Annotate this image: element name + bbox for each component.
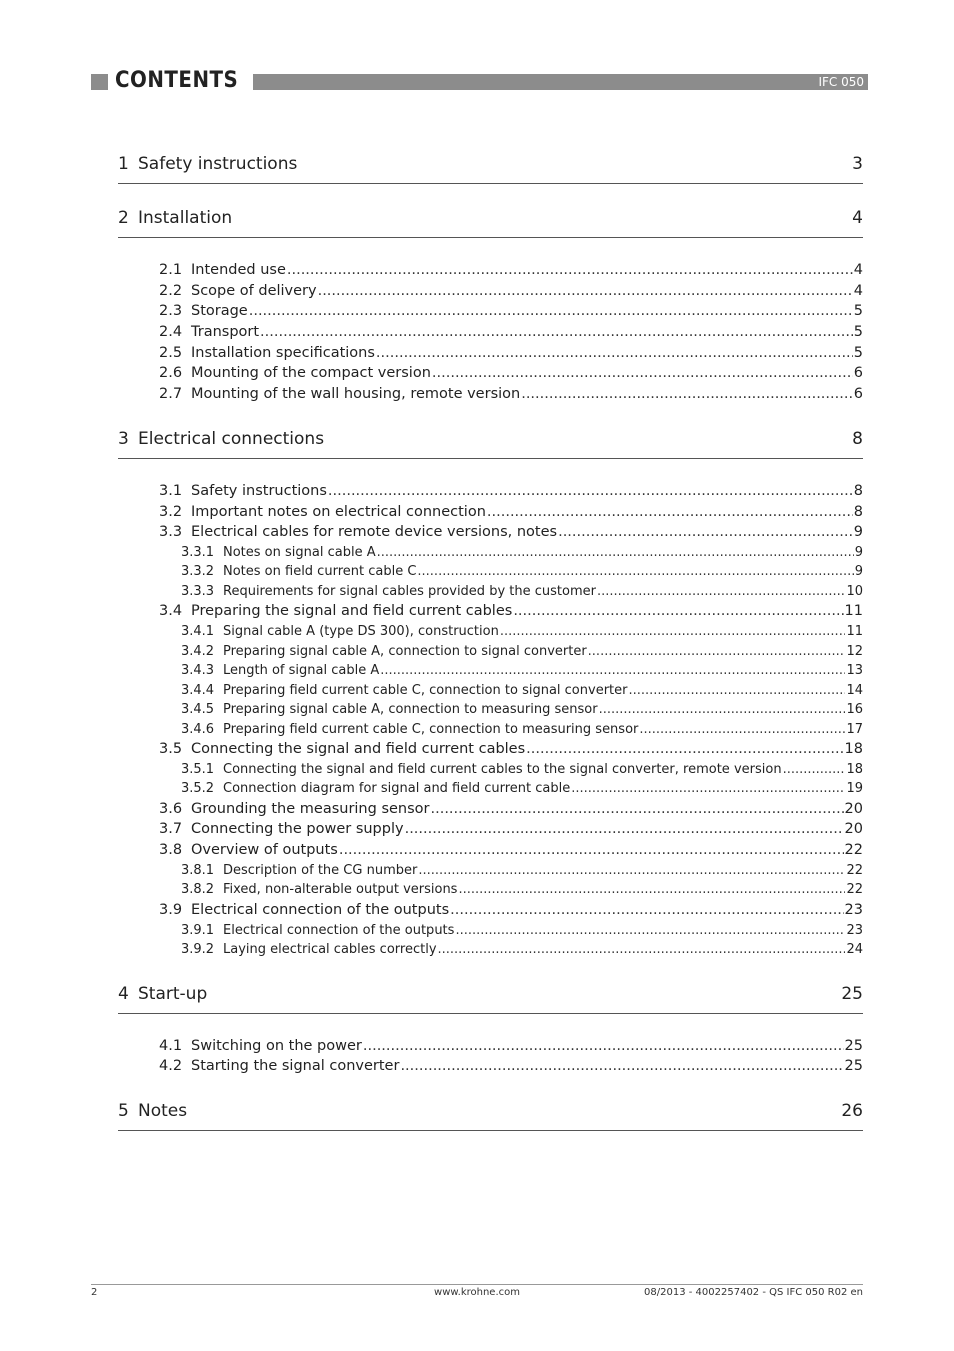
toc-section-number: 2.6 [159,365,183,382]
toc-chapter-title: Start-up [138,983,208,1004]
toc-section-page: 9 [853,524,863,541]
toc-leader-dots [458,880,845,900]
toc-subsection-label [181,582,596,602]
toc-subsection-number: 3.5.2 [181,781,215,797]
toc-leader-dots [526,739,843,760]
toc-section-number: 3.4 [159,603,183,620]
toc-leader-dots [487,502,853,523]
toc-section-title: Safety instructions [191,482,327,499]
toc-subsection[interactable] [181,642,863,662]
toc-subsection-page: 10 [846,583,863,599]
toc-subsection-number: 3.8.1 [181,862,215,878]
footer-website: www.krohne.com [434,1287,520,1298]
toc-chapter[interactable] [118,150,863,184]
toc-subsection-number: 3.4.2 [181,643,215,659]
toc-subsection-title: Preparing signal cable A, connection to signal converter [223,643,587,659]
table-of-contents [118,150,863,1131]
toc-subsection-label [181,940,437,960]
toc-chapter-title-group [118,984,207,1004]
toc-section-page: 18 [844,741,863,758]
toc-subsection-number: 3.4.1 [181,624,215,640]
spacer [118,405,863,425]
toc-leader-dots [431,799,844,820]
toc-subsection-page: 12 [846,643,863,659]
toc-chapter-title-group [118,208,232,228]
toc-chapter[interactable] [118,204,863,238]
toc-section-page: 8 [853,482,863,499]
toc-leader-dots [438,940,846,960]
toc-subsection-label [181,543,376,563]
toc-section-page: 6 [853,386,863,403]
toc-section-page: 20 [844,800,863,817]
toc-section-label [159,1056,399,1077]
toc-chapter-page: 4 [852,208,863,228]
spacer [118,960,863,980]
toc-section-page: 25 [844,1037,863,1054]
toc-leader-dots [571,779,845,799]
toc-section-page: 5 [853,303,863,320]
toc-subsection-title: Notes on signal cable A [223,544,376,560]
toc-subsection-page: 19 [846,781,863,797]
toc-section-page: 23 [844,901,863,918]
toc-subsection[interactable] [181,543,863,563]
toc-section[interactable] [159,522,863,543]
toc-section-title: Electrical cables for remote device versions, notes [191,524,558,541]
toc-section-label [159,601,512,622]
toc-section-title: Storage [191,303,248,320]
toc-section[interactable] [159,281,863,302]
footer-page-number: 2 [91,1287,98,1298]
toc-subsection-page: 9 [854,564,863,580]
toc-leader-dots [318,281,853,302]
toc-chapter-title: Notes [138,1100,188,1121]
toc-section-number: 2.5 [159,344,183,361]
toc-section-title: Starting the signal converter [191,1058,400,1075]
toc-section[interactable] [159,481,863,502]
toc-section-title: Switching on the power [191,1037,362,1054]
toc-section-page: 25 [844,1058,863,1075]
toc-subsection-label [181,779,570,799]
toc-chapter-number: 4 [118,983,129,1004]
page-title: CONTENTS [115,68,239,93]
toc-section-number: 2.7 [159,386,183,403]
toc-subsection-label [181,700,598,720]
toc-section-page: 22 [844,842,863,859]
toc-section[interactable] [159,363,863,384]
spacer [118,1077,863,1097]
toc-subsection[interactable] [181,661,863,681]
page-footer [91,1284,863,1298]
toc-section-number: 4.1 [159,1037,183,1054]
toc-section-number: 3.3 [159,524,183,541]
toc-subsection-page: 16 [846,702,863,718]
toc-section[interactable] [159,840,863,861]
toc-leader-dots [783,760,846,780]
toc-subsection-label [181,622,499,642]
toc-subsection-number: 3.5.1 [181,761,215,777]
toc-subsection-title: Electrical connection of the outputs [223,922,455,938]
toc-section[interactable] [159,343,863,364]
toc-leader-dots [417,562,853,582]
toc-section-number: 3.9 [159,901,183,918]
toc-subsection-number: 3.4.4 [181,682,215,698]
toc-section-number: 2.4 [159,324,183,341]
toc-leader-dots [376,343,853,364]
toc-leader-dots [599,700,846,720]
toc-chapter-title: Installation [138,208,233,228]
toc-subsection-page: 23 [846,922,863,938]
toc-section[interactable] [159,819,863,840]
toc-section-title: Important notes on electrical connection [191,503,486,520]
toc-leader-dots [597,582,846,602]
toc-section-title: Scope of delivery [191,282,317,299]
toc-leader-dots [500,622,846,642]
page-header [91,68,868,93]
toc-subsection-title: Notes on field current cable C [223,564,417,580]
toc-section[interactable] [159,502,863,523]
toc-chapter-page: 25 [841,983,863,1004]
toc-subsection-number: 3.3.2 [181,564,215,580]
toc-subsection[interactable] [181,921,863,941]
toc-section-page: 20 [844,821,863,838]
toc-section-number: 2.3 [159,303,183,320]
toc-subsection-title: Requirements for signal cables provided by the customer [223,583,596,599]
toc-leader-dots [521,384,853,405]
toc-subsection-number: 3.8.2 [181,882,215,898]
toc-leader-dots [418,861,845,881]
toc-leader-dots [639,720,845,740]
toc-subsection-page: 11 [846,624,863,640]
toc-section-page: 8 [853,503,863,520]
toc-subsection[interactable] [181,622,863,642]
toc-section-page: 4 [853,262,863,278]
toc-section-page: 4 [853,282,863,299]
toc-section-label [159,739,525,760]
spacer [118,1014,863,1036]
toc-section-title: Connecting the power supply [191,821,404,838]
toc-subsection-label [181,562,416,582]
toc-leader-dots [377,543,854,563]
toc-section-title: Grounding the measuring sensor [191,800,430,817]
toc-section[interactable] [159,900,863,921]
toc-section[interactable] [159,301,863,322]
toc-chapter[interactable] [118,425,863,459]
toc-leader-dots [628,681,845,701]
toc-subsection[interactable] [181,720,863,740]
toc-section-label [159,900,449,921]
toc-section-number: 3.7 [159,821,183,838]
toc-section-label [159,840,338,861]
toc-section-title: Transport [191,324,260,341]
toc-subsection-title: Signal cable A (type DS 300), construction [223,624,499,640]
toc-section-label [159,481,327,502]
toc-subsection[interactable] [181,861,863,881]
toc-chapter-page: 3 [852,154,863,174]
toc-chapter[interactable] [118,1097,863,1131]
toc-section-page: 5 [853,324,863,341]
toc-section-number: 4.2 [159,1058,183,1075]
toc-subsection[interactable] [181,940,863,960]
toc-subsection-number: 3.4.6 [181,721,215,737]
toc-section-page: 6 [853,365,863,382]
toc-leader-dots [400,1056,843,1077]
toc-leader-dots [249,301,853,322]
toc-section-label [159,260,286,281]
toc-section-label [159,819,404,840]
toc-section-page: 5 [853,344,863,361]
toc-chapter-title: Safety instructions [138,154,298,174]
toc-leader-dots [328,481,853,502]
toc-subsection-page: 22 [846,882,863,898]
toc-subsection-page: 22 [846,862,863,878]
toc-section-label [159,522,557,543]
toc-subsection-page: 24 [846,942,863,957]
toc-leader-dots [405,819,844,840]
toc-section-number: 3.5 [159,741,183,758]
toc-subsection-label [181,880,457,900]
spacer [118,184,863,204]
footer-doc-reference: 08/2013 - 4002257402 - QS IFC 050 R02 en [644,1287,863,1298]
toc-section-number: 3.8 [159,842,183,859]
toc-section-number: 2.1 [159,262,183,278]
toc-subsection-title: Length of signal cable A [223,663,380,679]
toc-subsection-title: Preparing signal cable A, connection to measuring sensor [223,702,598,718]
toc-subsection-title: Laying electrical cables correctly [223,942,437,957]
toc-subsection[interactable] [181,779,863,799]
toc-subsection-label [181,720,638,740]
toc-section-label [159,363,431,384]
toc-section-label [159,301,248,322]
toc-chapter-page: 26 [841,1100,863,1121]
toc-leader-dots [450,900,843,921]
toc-subsection-title: Preparing field current cable C, connection to signal converter [223,682,628,698]
toc-section[interactable] [159,1036,863,1057]
toc-subsection-label [181,921,454,941]
toc-leader-dots [558,522,853,543]
toc-subsection-page: 17 [846,721,863,737]
toc-section-label [159,502,486,523]
toc-section[interactable] [159,601,863,622]
toc-section-title: Mounting of the wall housing, remote version [191,386,521,403]
toc-leader-dots [287,260,853,281]
toc-chapter[interactable] [118,980,863,1014]
toc-section-number: 3.2 [159,503,183,520]
toc-section-title: Preparing the signal and field current cables [191,603,513,620]
toc-subsection-page: 13 [846,663,863,679]
toc-chapter-number: 5 [118,1100,129,1121]
toc-subsection-title: Connection diagram for signal and field current cable [223,781,571,797]
toc-chapter-page: 8 [852,428,863,449]
toc-subsection-page: 9 [854,544,863,560]
toc-section-label [159,281,317,302]
toc-chapter-title: Electrical connections [138,428,325,449]
toc-section-number: 3.1 [159,482,183,499]
toc-section-title: Connecting the signal and field current cables [191,741,526,758]
toc-leader-dots [339,840,844,861]
spacer [118,459,863,481]
toc-subsection[interactable] [181,700,863,720]
header-square-icon [91,74,108,90]
toc-leader-dots [588,642,846,662]
toc-leader-dots [432,363,853,384]
toc-section[interactable] [159,384,863,405]
toc-section-label [159,799,430,820]
toc-section-title: Electrical connection of the outputs [191,901,450,918]
toc-subsection[interactable] [181,582,863,602]
product-code: IFC 050 [818,75,864,89]
toc-subsection-label [181,760,782,780]
toc-section-label [159,322,259,343]
toc-subsection-number: 3.3.1 [181,544,215,560]
toc-subsection-title: Description of the CG number [223,862,418,878]
toc-chapter-title-group [118,1101,187,1121]
toc-subsection-label [181,642,587,662]
toc-subsection-title: Preparing field current cable C, connection to measuring sensor [223,721,639,737]
toc-subsection-title: Fixed, non-alterable output versions [223,882,458,898]
toc-section[interactable] [159,260,863,281]
toc-subsection-number: 3.4.3 [181,663,215,679]
toc-subsection[interactable] [181,562,863,582]
toc-section-number: 2.2 [159,282,183,299]
toc-subsection-page: 18 [846,761,863,777]
toc-chapter-title-group [118,154,297,174]
toc-subsection-number: 3.9.2 [181,942,215,957]
toc-section-page: 11 [844,603,863,620]
toc-leader-dots [380,661,845,681]
toc-section[interactable] [159,799,863,820]
toc-section[interactable] [159,739,863,760]
toc-subsection-number: 3.3.3 [181,583,215,599]
toc-section-label [159,384,520,405]
toc-chapter-number: 1 [118,154,129,174]
spacer [118,238,863,260]
toc-subsection-number: 3.9.1 [181,922,215,938]
toc-section-title: Mounting of the compact version [191,365,431,382]
toc-section-label [159,343,375,364]
toc-leader-dots [513,601,843,622]
toc-section[interactable] [159,322,863,343]
toc-section-number: 3.6 [159,800,183,817]
toc-subsection-label [181,661,379,681]
toc-section-title: Installation specifications [191,344,375,361]
toc-subsection[interactable] [181,880,863,900]
toc-chapter-number: 3 [118,428,129,449]
toc-subsection-number: 3.4.5 [181,702,215,718]
toc-subsection[interactable] [181,681,863,701]
toc-leader-dots [260,322,853,343]
toc-section-title: Overview of outputs [191,842,338,859]
toc-subsection-label [181,861,417,881]
toc-leader-dots [363,1036,844,1057]
header-bar [253,74,868,90]
toc-chapter-number: 2 [118,208,129,228]
toc-subsection-label [181,681,627,701]
toc-subsection-title: Connecting the signal and field current cables to the signal converter, remote version [223,761,782,777]
toc-subsection-page: 14 [846,682,863,698]
toc-chapter-title-group [118,429,324,449]
toc-section[interactable] [159,1056,863,1077]
toc-subsection[interactable] [181,760,863,780]
toc-section-label [159,1036,362,1057]
toc-leader-dots [455,921,845,941]
toc-section-title: Intended use [191,262,286,278]
